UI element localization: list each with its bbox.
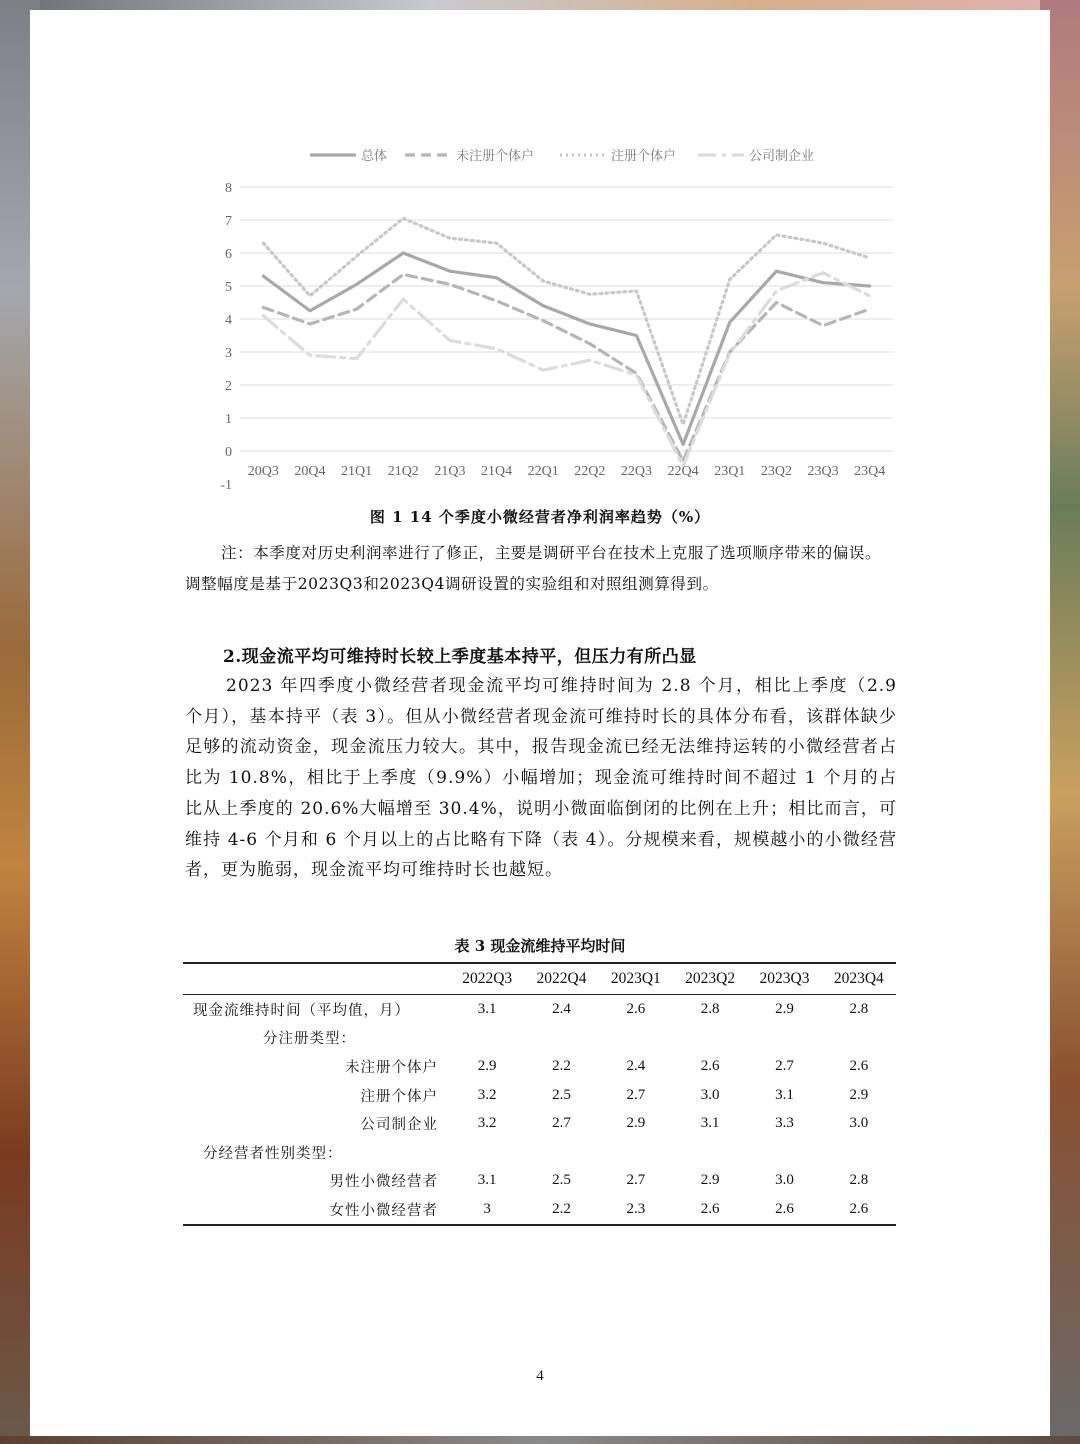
table-cell: 2.9 xyxy=(626,1115,646,1132)
table-cell: 2.6 xyxy=(626,1000,646,1017)
table-row xyxy=(183,1052,896,1081)
table-row xyxy=(183,995,896,1024)
table-cell: 2.6 xyxy=(849,1057,869,1074)
table-cell xyxy=(450,1024,524,1053)
table-header-cell: 2023Q3 xyxy=(747,963,821,995)
row-group-label: 分经营者性别类型： xyxy=(203,1145,343,1162)
table-header-cell: 2023Q1 xyxy=(599,963,673,995)
legend-label: 未注册个体户 xyxy=(456,149,535,164)
x-tick-label: 22Q1 xyxy=(527,464,559,479)
background-photo-bottom xyxy=(0,1436,1080,1444)
x-tick-label: 21Q4 xyxy=(480,464,513,479)
table-cell: 2.7 xyxy=(626,1086,646,1103)
x-tick-label: 23Q1 xyxy=(714,464,746,479)
table-cell: 2.8 xyxy=(849,1172,869,1189)
series-line xyxy=(263,274,869,460)
table-cell: 3.3 xyxy=(775,1115,794,1132)
y-tick-label: -1 xyxy=(220,478,232,493)
table-cell xyxy=(822,1024,896,1053)
table-header-row xyxy=(183,963,896,995)
table-cell: 2.8 xyxy=(849,1000,869,1017)
y-tick-label: 5 xyxy=(225,280,232,295)
x-tick-label: 20Q3 xyxy=(247,464,279,479)
x-tick-label: 21Q1 xyxy=(341,464,373,479)
table-cell: 3.0 xyxy=(775,1172,794,1189)
chart-series-lines xyxy=(263,218,869,466)
table-cell: 2.4 xyxy=(626,1057,646,1074)
row-label: 公司制企业 xyxy=(360,1117,438,1134)
y-tick-label: 2 xyxy=(225,379,232,394)
table-cell: 2.7 xyxy=(552,1115,571,1132)
table-cell xyxy=(747,1024,821,1053)
row-label: 注册个体户 xyxy=(360,1088,438,1105)
row-label: 女性小微经营者 xyxy=(329,1202,438,1219)
row-label: 男性小微经营者 xyxy=(329,1174,438,1191)
table-cell: 2.4 xyxy=(552,1000,571,1017)
table-cell: 2.9 xyxy=(849,1086,869,1103)
row-label: 未注册个体户 xyxy=(345,1059,438,1076)
table-row xyxy=(183,1081,896,1110)
table-cell: 2.6 xyxy=(700,1200,720,1217)
table-header-cell: 2023Q2 xyxy=(673,963,747,995)
table-row xyxy=(183,1167,896,1196)
table-cell: 2.7 xyxy=(775,1057,794,1074)
table-row xyxy=(183,1195,896,1225)
x-tick-label: 21Q3 xyxy=(434,464,466,479)
table-title: 表 3 现金流维持平均时间 xyxy=(454,937,626,955)
table-cell: 3.1 xyxy=(775,1086,794,1103)
table-cell: 3 xyxy=(483,1200,491,1217)
y-tick-label: 1 xyxy=(225,412,232,427)
section-heading: 2.现金流平均可维持时长较上季度基本持平，但压力有所凸显 xyxy=(223,647,697,667)
table-cell: 3.0 xyxy=(849,1115,869,1132)
table-cell: 3.0 xyxy=(700,1086,720,1103)
table-header-cell: 2022Q4 xyxy=(524,963,598,995)
table-cell: 2.9 xyxy=(477,1057,497,1074)
table-cell: 3.1 xyxy=(700,1115,720,1132)
x-tick-label: 22Q2 xyxy=(574,464,606,479)
table-cell xyxy=(673,1138,747,1167)
net-profit-margin-chart xyxy=(210,130,910,495)
series-line xyxy=(263,253,869,444)
table-cell: 2.6 xyxy=(700,1057,720,1074)
table-cell xyxy=(822,1138,896,1167)
page-number: 4 xyxy=(536,1368,544,1384)
table-cell: 2.5 xyxy=(552,1086,571,1103)
y-axis-ticks xyxy=(220,181,232,493)
table-cell: 3.2 xyxy=(477,1115,497,1132)
x-axis-ticks xyxy=(248,464,885,479)
x-tick-label: 23Q4 xyxy=(854,464,886,479)
table-cell: 3.2 xyxy=(477,1086,497,1103)
table-cell: 2.5 xyxy=(552,1172,571,1189)
table-cell xyxy=(599,1024,673,1053)
table-cell: 2.7 xyxy=(626,1172,646,1189)
legend-label: 公司制企业 xyxy=(749,149,815,164)
table-row xyxy=(183,1024,896,1053)
table-header-cell: 2023Q4 xyxy=(822,963,896,995)
document-page xyxy=(30,10,1050,1436)
table-header-cell: 2022Q3 xyxy=(450,963,524,995)
table-row xyxy=(183,1109,896,1138)
row-label: 现金流维持时间（平均值，月） xyxy=(193,1002,410,1019)
y-tick-label: 8 xyxy=(225,181,232,196)
table-cell: 3.1 xyxy=(477,1172,497,1189)
y-tick-label: 0 xyxy=(225,445,232,460)
table-header-cell xyxy=(183,963,450,995)
chart-legend xyxy=(310,148,814,164)
y-tick-label: 6 xyxy=(225,247,232,262)
table-cell: 2.8 xyxy=(700,1000,720,1017)
table-cell: 2.6 xyxy=(849,1200,869,1217)
chart-gridlines xyxy=(240,187,893,451)
y-tick-label: 4 xyxy=(225,313,232,328)
table-cell xyxy=(450,1138,524,1167)
x-tick-label: 22Q4 xyxy=(667,464,699,479)
x-tick-label: 22Q3 xyxy=(620,464,653,479)
x-tick-label: 20Q4 xyxy=(294,464,326,479)
table-cell xyxy=(524,1138,598,1167)
table-cell xyxy=(747,1138,821,1167)
table-cell: 2.9 xyxy=(775,1000,794,1017)
table-cell: 2.2 xyxy=(552,1200,571,1217)
series-line xyxy=(263,273,869,466)
table-cell xyxy=(673,1024,747,1053)
x-tick-label: 23Q2 xyxy=(760,464,792,479)
table-cell xyxy=(524,1024,598,1053)
legend-label: 总体 xyxy=(361,149,388,164)
table-cell xyxy=(599,1138,673,1167)
table-row xyxy=(183,1138,896,1167)
legend-label: 注册个体户 xyxy=(611,149,677,164)
table-cell: 2.9 xyxy=(700,1172,720,1189)
table-cell: 2.6 xyxy=(775,1200,794,1217)
table-cell: 2.3 xyxy=(626,1200,646,1217)
x-tick-label: 23Q3 xyxy=(807,464,839,479)
y-tick-label: 7 xyxy=(225,214,232,229)
table-cell: 2.2 xyxy=(552,1057,571,1074)
figure-caption: 图 1 14 个季度小微经营者净利润率趋势（%） xyxy=(369,508,711,526)
figure-note: 注：本季度对历史利润率进行了修正，主要是调研平台在技术上克服了选项顺序带来的偏误。调整幅度是基于2023Q3和2023Q4调研设置的实验组和对照组测算得到。 xyxy=(185,544,882,593)
table-cell: 3.1 xyxy=(477,1000,497,1017)
body-paragraph: 2023 年四季度小微经营者现金流平均可维持时间为 2.8 个月，相比上季度（2.9 个月），基本持平（表 3）。但从小微经营者现金流可维持时长的具体分布看，该群体缺少足够的流动资金，现金流压力较大。其中，报告现金流已经无法维持运转的小微经营者占比为 10.8%，相比于上季度（9.9%）小幅增加；现金流可维持时间不超过 1 个月的占比从上季度的 20.6%大幅增至 30.4%，说明小微面临倒闭的比例在上升；相比而言，可维持 4-6 个月和 6 个月以上的占比略有下降（表 4）。分规模来看，规模越小的小微经营者，更为脆弱，现金流平均可维持时长也越短。 xyxy=(185,676,897,881)
row-group-label: 分注册类型： xyxy=(263,1031,356,1048)
series-line xyxy=(263,218,869,424)
cash-flow-table xyxy=(183,962,896,1226)
x-tick-label: 21Q2 xyxy=(387,464,419,479)
y-tick-label: 3 xyxy=(225,346,232,361)
